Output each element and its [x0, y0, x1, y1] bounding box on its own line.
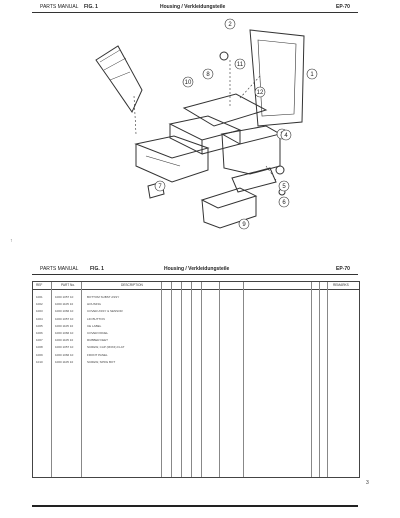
callout-9: [239, 219, 249, 229]
row-description: CE LABEL: [87, 323, 102, 328]
row-ref: 1009: [36, 352, 43, 357]
svg-text:1: 1: [310, 72, 314, 78]
exploded-view-svg: [90, 16, 330, 238]
top-header-title: Housing / Verkleidungsteile: [160, 4, 226, 10]
row-part-number: 1000 1105 10: [55, 338, 74, 343]
exploded-view-drawing: [90, 16, 330, 238]
row-ref: 1005: [36, 323, 43, 328]
col-desc: DESCRIPTION: [121, 283, 143, 287]
callout-12: [255, 87, 265, 97]
col-part: PART No.: [61, 283, 75, 287]
row-part-number: 1000 1057 10: [55, 345, 74, 350]
row-ref: 1002: [36, 302, 43, 307]
bottom-page-header: [32, 266, 358, 275]
callout-8: [203, 69, 213, 79]
row-description: SCREW, CAP (M3X4) FLAT: [87, 345, 125, 350]
row-part-number: 1000 1057 10: [55, 295, 74, 299]
table-row: [33, 352, 359, 359]
bottom-header-model: EP-70: [336, 266, 350, 272]
parts-table: [32, 281, 360, 478]
row-description: COVER PANEL: [87, 331, 109, 335]
row-ref: 1010: [36, 359, 43, 364]
row-part-number: 1000 1066 10: [55, 331, 74, 335]
table-row: [33, 323, 359, 330]
row-ref: 1001: [36, 295, 43, 299]
callout-5: [279, 181, 289, 191]
side-mark: ↑: [10, 238, 13, 244]
callout-11: [235, 59, 245, 69]
bottom-rule: [32, 505, 358, 507]
table-row: [33, 337, 359, 344]
row-description: FRONT PANEL: [87, 352, 108, 357]
table-row: [33, 359, 359, 366]
row-part-number: 1000 1066 10: [55, 309, 74, 314]
top-page-header: [32, 4, 358, 13]
top-header-fig: FIG. 1: [84, 4, 98, 10]
callout-10: [183, 77, 193, 87]
row-ref: 1006: [36, 331, 43, 335]
table-row: [33, 344, 359, 351]
row-description: HOUSING: [87, 302, 102, 307]
row-description: COVER ASSY & SENSOR: [87, 309, 123, 314]
callout-6: [279, 197, 289, 207]
svg-text:11: 11: [236, 62, 244, 68]
row-part-number: 1000 1105 10: [55, 359, 74, 364]
svg-text:6: 6: [282, 200, 286, 206]
bottom-header-manual: PARTS MANUAL: [40, 266, 79, 272]
row-ref: 1004: [36, 316, 43, 321]
row-part-number: 1000 1057 10: [55, 316, 74, 321]
row-description: LID BUTTON: [87, 316, 105, 321]
table-row: [33, 316, 359, 323]
table-row: [33, 330, 359, 337]
callout-7: [155, 181, 165, 191]
row-ref: 1003: [36, 309, 43, 314]
row-ref: 1008: [36, 345, 43, 350]
row-description: BOTTOM SUBST ASSY: [87, 295, 120, 299]
svg-text:12: 12: [256, 90, 264, 96]
row-ref: 1007: [36, 338, 43, 343]
page-number: 3: [366, 480, 369, 486]
top-header-model: EP-70: [336, 4, 350, 10]
svg-text:8: 8: [206, 72, 210, 78]
bottom-header-fig: FIG. 1: [90, 266, 104, 272]
callout-4: [281, 130, 291, 140]
table-row: [33, 301, 359, 308]
row-description: RUBBER FEET: [87, 338, 109, 343]
top-header-manual: PARTS MANUAL: [40, 4, 79, 10]
row-part-number: 1000 1105 10: [55, 323, 74, 328]
callout-2: [225, 19, 235, 29]
callout-1: [307, 69, 317, 79]
svg-text:9: 9: [242, 222, 246, 228]
table-row: [33, 294, 359, 301]
table-row: [33, 308, 359, 315]
row-description: SCREW, SPRG BOT: [87, 359, 116, 364]
svg-text:5: 5: [282, 184, 286, 190]
svg-text:10: 10: [184, 80, 192, 86]
col-ref: REF: [36, 283, 43, 287]
svg-text:4: 4: [284, 133, 288, 139]
row-part-number: 1000 1066 10: [55, 352, 74, 357]
svg-text:2: 2: [228, 22, 232, 28]
svg-text:7: 7: [158, 184, 162, 190]
bottom-header-title: Housing / Verkleidungsteile: [164, 266, 230, 272]
col-remarks: REMARKS: [333, 283, 349, 287]
row-part-number: 1000 1105 10: [55, 302, 74, 307]
